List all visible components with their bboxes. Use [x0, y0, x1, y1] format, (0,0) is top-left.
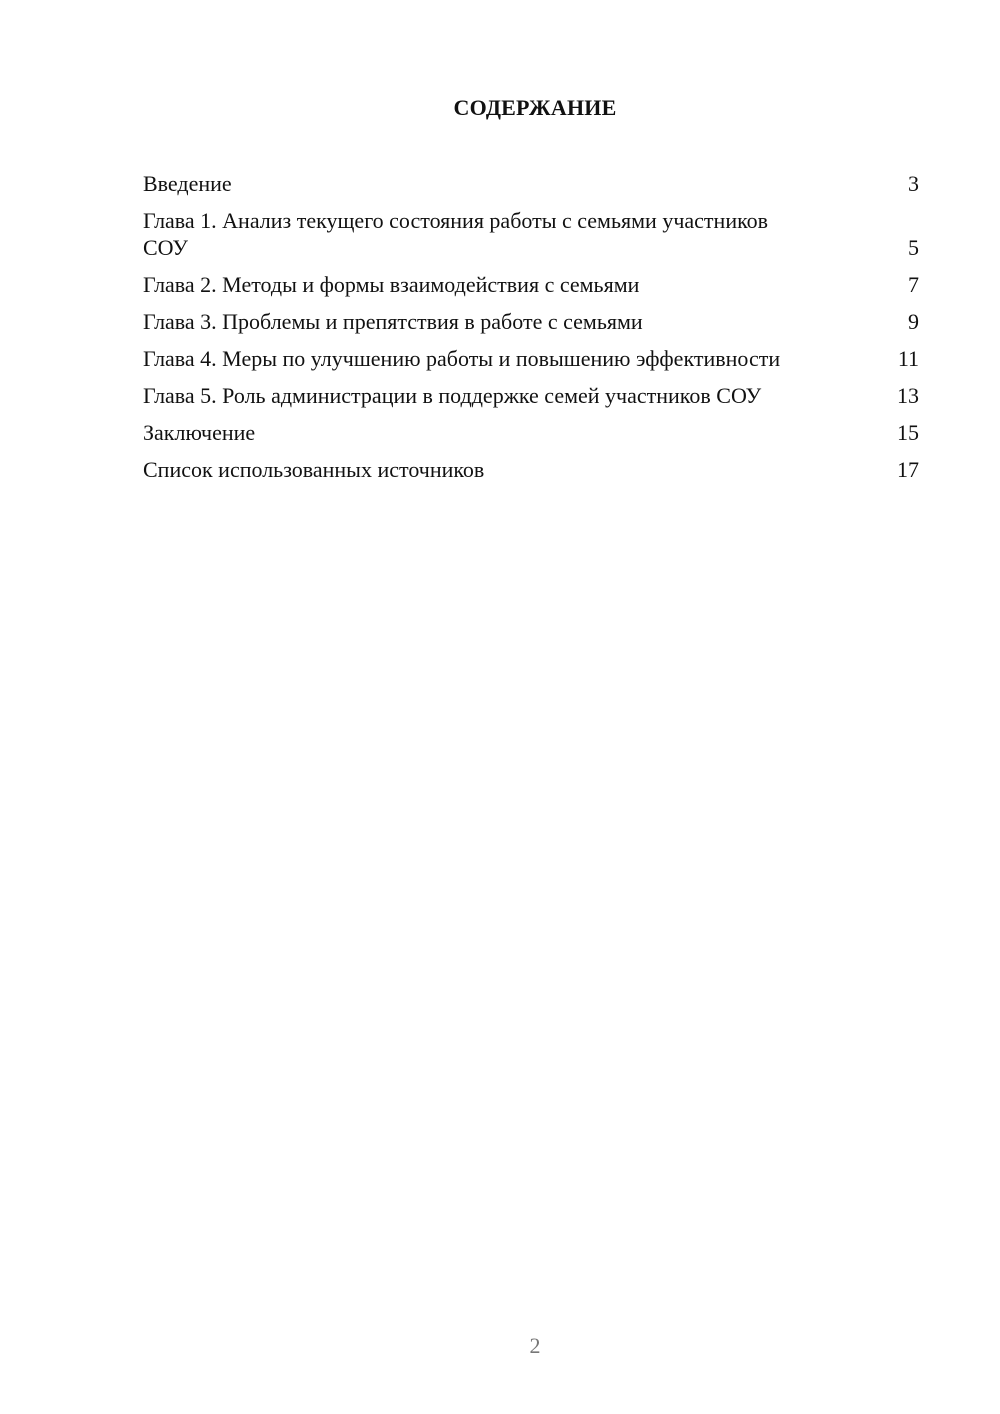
toc-entry-text: Глава 2. Методы и формы взаимодействия с семьями: [143, 272, 640, 297]
toc-entry-chapter-5: [143, 382, 919, 409]
toc-entry-page: 11: [897, 346, 919, 371]
toc-entry-page: 17: [897, 457, 919, 482]
toc-entry-text: Глава 5. Роль администрации в поддержке семей участников СОУ: [143, 383, 762, 408]
page-number: 2: [529, 1333, 541, 1358]
page-title: СОДЕРЖАНИЕ: [453, 95, 617, 120]
toc-entry-text: Введение: [143, 171, 232, 196]
toc-entry-text: Глава 1. Анализ текущего состояния работы с семьями участников СОУ: [143, 208, 769, 260]
toc-entry-text: Глава 3. Проблемы и препятствия в работе с семьями: [143, 309, 643, 334]
toc-entry-text: Список использованных источников: [143, 457, 485, 482]
toc-entry-text: Глава 4. Меры по улучшению работы и повышению эффективности: [143, 346, 781, 371]
toc-entry-page: 9: [908, 309, 919, 334]
toc-entry-conclusion: [143, 419, 919, 446]
toc-entry-page: 15: [897, 420, 919, 445]
toc-entry-page: 5: [908, 235, 919, 260]
table-of-contents: [143, 170, 919, 493]
toc-entry-page: 13: [897, 383, 919, 408]
toc-entry-references: [143, 456, 919, 483]
toc-entry-page: 3: [908, 171, 919, 196]
toc-entry-chapter-4: [143, 345, 919, 372]
toc-entry-text: Заключение: [143, 420, 256, 445]
toc-entry-chapter-1: [143, 207, 919, 261]
toc-entry-page: 7: [908, 272, 919, 297]
toc-entry-chapter-2: [143, 271, 919, 298]
toc-entry-chapter-3: [143, 308, 919, 335]
toc-entry-introduction: [143, 170, 919, 197]
